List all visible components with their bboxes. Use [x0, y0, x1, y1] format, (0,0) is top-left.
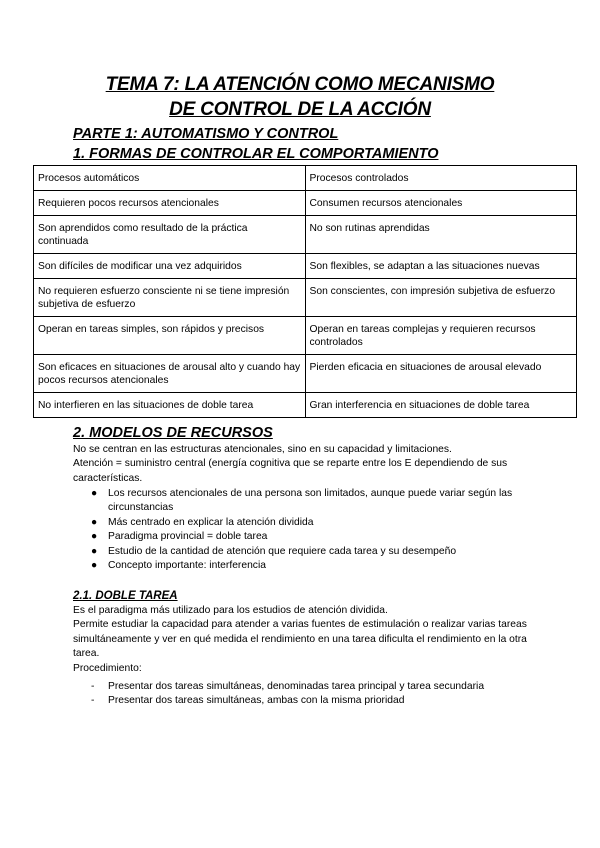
table-cell: Gran interferencia en situaciones de doble tarea [305, 393, 577, 418]
section-2-bullet-list [91, 487, 536, 573]
table-cell: Operan en tareas simples, son rápidos y precisos [34, 317, 306, 355]
list-item-text: Concepto importante: interferencia [108, 560, 266, 572]
table-cell: Requieren pocos recursos atencionales [34, 191, 306, 216]
table-cell: Son conscientes, con impresión subjetiva de esfuerzo [305, 279, 577, 317]
dash-icon: - [91, 695, 95, 707]
paragraph-line: Es el paradigma más utilizado para los estudios de atención dividida. [73, 605, 388, 616]
list-item-text: Presentar dos tareas simultáneas, ambas con la misma prioridad [108, 695, 405, 707]
list-item-text: Estudio de la cantidad de atención que requiere cada tarea y su desempeño [108, 545, 457, 557]
list-item [91, 545, 536, 559]
section-2-heading: 2. MODELOS DE RECURSOS [73, 425, 273, 441]
list-item-text: Presentar dos tareas simultáneas, denominadas tarea principal y tarea secundaria [108, 681, 485, 692]
list-item-text: Paradigma provincial = doble tarea [108, 531, 268, 543]
table-row [34, 216, 577, 254]
paragraph-line: No se centran en las estructuras atencionales, sino en su capacidad y limitaciones. [73, 444, 452, 455]
bullet-icon: ● [91, 516, 98, 528]
paragraph-line: Procedimiento: [73, 662, 142, 674]
list-item [91, 487, 536, 516]
page-title-line-1: TEMA 7: LA ATENCIÓN COMO MECANISMO [105, 74, 495, 95]
section-2-1-body [73, 604, 533, 676]
part-heading: PARTE 1: AUTOMATISMO Y CONTROL [73, 126, 339, 142]
list-item [91, 530, 536, 544]
bullet-icon: ● [91, 560, 98, 572]
list-item-text: Más centrado en explicar la atención dividida [108, 516, 314, 528]
table-cell: Son eficaces en situaciones de arousal alto y cuando hay pocos recursos atencionales [34, 355, 306, 393]
section-2-1-heading: 2.1. DOBLE TAREA [73, 590, 178, 602]
table-cell: Procesos controlados [305, 166, 577, 191]
table-cell: No interfieren en las situaciones de doble tarea [34, 393, 306, 418]
table-cell: Consumen recursos atencionales [305, 191, 577, 216]
bullet-icon: ● [91, 545, 98, 557]
table-cell: Son aprendidos como resultado de la práctica continuada [34, 216, 306, 254]
list-item [91, 516, 536, 530]
page-title-line-2: DE CONTROL DE LA ACCIÓN [169, 99, 431, 120]
table-row [34, 317, 577, 355]
table-cell: No requieren esfuerzo consciente ni se tiene impresión subjetiva de esfuerzo [34, 279, 306, 317]
table-row [34, 279, 577, 317]
table-cell: Son flexibles, se adaptan a las situaciones nuevas [305, 254, 577, 279]
list-item [91, 694, 536, 708]
table-cell: Son difíciles de modificar una vez adquiridos [34, 254, 306, 279]
dash-icon: - [91, 681, 95, 692]
table-row [34, 191, 577, 216]
bullet-icon: ● [91, 488, 98, 499]
table-cell: Operan en tareas complejas y requieren recursos controlados [305, 317, 577, 355]
section-1-heading: 1. FORMAS DE CONTROLAR EL COMPORTAMIENTO [73, 146, 439, 162]
section-2-intro [73, 443, 533, 486]
table-row [34, 393, 577, 418]
table-cell: Procesos automáticos [34, 166, 306, 191]
table-cell: No son rutinas aprendidas [305, 216, 577, 254]
comparison-table [33, 165, 577, 418]
table-row [34, 355, 577, 393]
table-row [34, 166, 577, 191]
procedure-list [91, 680, 536, 709]
list-item-text: Los recursos atencionales de una persona son limitados, aunque puede variar según las circunstancias [108, 488, 513, 514]
table-cell: Pierden eficacia en situaciones de arousal elevado [305, 355, 577, 393]
paragraph-line: Atención = suministro central (energía cognitiva que se reparte entre los E dependiendo de sus características. [73, 458, 508, 484]
bullet-icon: ● [91, 531, 98, 543]
list-item [91, 559, 536, 573]
table-row [34, 254, 577, 279]
list-item [91, 680, 536, 694]
paragraph-line: Permite estudiar la capacidad para atender a varias fuentes de estimulación o realizar varias tareas simultáneamente y ver en qué medida el rendimiento en una tarea dificulta el rendimiento en la otra tarea. [73, 619, 527, 660]
